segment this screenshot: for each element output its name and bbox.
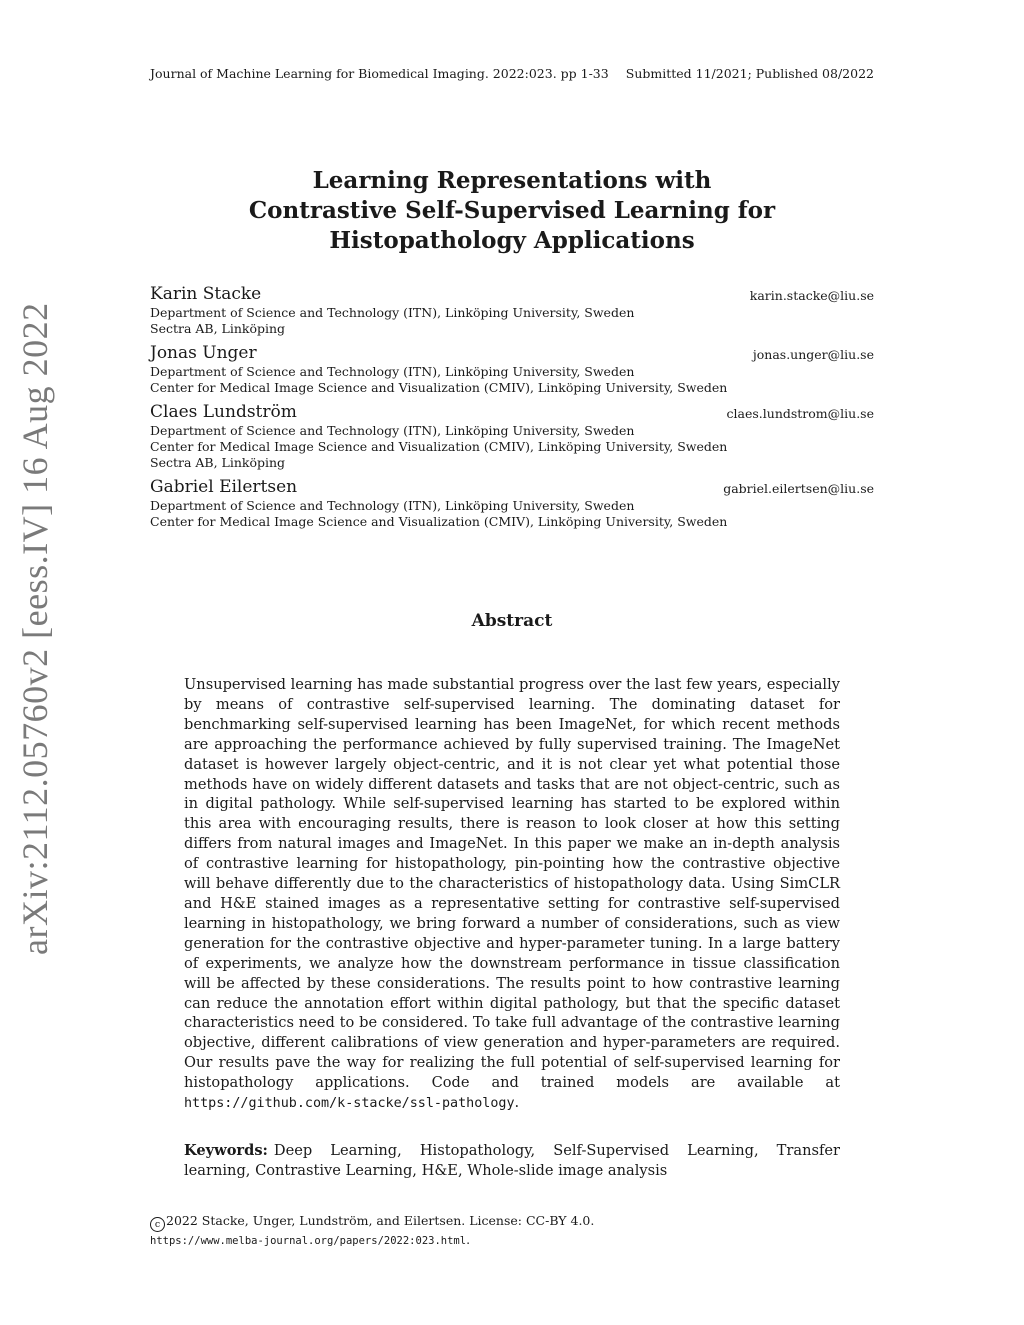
author-name: Claes Lundström xyxy=(150,402,297,422)
author-block xyxy=(150,342,874,396)
license-text: 2022 Stacke, Unger, Lundström, and Eilertsen. License: CC-BY 4.0. xyxy=(166,1213,595,1228)
title-line: Learning Representations with xyxy=(312,167,712,194)
license-line xyxy=(150,1213,594,1232)
author-affiliation: Department of Science and Technology (ITN), Linköping University, Sweden xyxy=(150,498,635,513)
author-name: Gabriel Eilertsen xyxy=(150,477,298,497)
keywords xyxy=(184,1141,840,1181)
abstract-text xyxy=(184,675,840,1114)
author-affiliation: Department of Science and Technology (ITN), Linköping University, Sweden xyxy=(150,305,635,320)
footer-url-link[interactable]: https://www.melba-journal.org/papers/2022:023.html xyxy=(150,1235,467,1247)
author-email[interactable]: claes.lundstrom@liu.se xyxy=(726,406,874,421)
abstract-heading: Abstract xyxy=(471,611,553,631)
footer-url-line xyxy=(150,1232,594,1249)
abstract-end-punctuation: . xyxy=(514,1094,520,1112)
footer-url-punctuation: . xyxy=(466,1232,471,1247)
author-email[interactable]: karin.stacke@liu.se xyxy=(749,288,874,303)
author-block xyxy=(150,476,874,530)
journal-header: Journal of Machine Learning for Biomedical Imaging. 2022:023. pp 1-33 xyxy=(150,66,609,81)
author-affiliation: Center for Medical Image Science and Visualization (CMIV), Linköping University, Sweden xyxy=(150,439,728,454)
submission-dates: Submitted 11/2021; Published 08/2022 xyxy=(625,66,874,81)
author-affiliation: Center for Medical Image Science and Visualization (CMIV), Linköping University, Sweden xyxy=(150,514,728,529)
author-affiliation: Department of Science and Technology (ITN), Linköping University, Sweden xyxy=(150,364,635,379)
author-email[interactable]: jonas.unger@liu.se xyxy=(752,347,874,362)
author-affiliation: Department of Science and Technology (ITN), Linköping University, Sweden xyxy=(150,423,635,438)
keywords-list: Deep Learning, Histopathology, Self-Supervised Learning, Transfer learning, Contrastive Learning, H&E, Whole-slide image analysis xyxy=(184,1142,840,1179)
title-line: Contrastive Self-Supervised Learning for xyxy=(248,197,776,224)
abstract-paragraph: Unsupervised learning has made substantial progress over the last few years, especially by means of contrastive self-supervised learning. The dominating dataset for benchmarking self-supervised learning has been ImageNet, for which recent methods are approaching the performance achieved by fully supervised training. The ImageNet dataset is however largely object-centric, and it is not clear yet what potential those methods have on widely different datasets and tasks that are not object-centric, such as in digital pathology. While self-supervised learning has started to be explored within this area with encouraging results, there is reason to look closer at how this setting differs from natural images and ImageNet. In this paper we make an in-depth analysis of contrastive learning for histopathology, pin-pointing how the contrastive objective will behave differently due to the characteristics of histopathology data. Using SimCLR and H&E stained images as a representative setting for contrastive self-supervised learning in histopathology, we bring forward a number of considerations, such as view generation for the contrastive objective and hyper-parameter tuning. In a large battery of experiments, we analyze how the downstream performance in tissue classification will be affected by these considerations. The results point to how contrastive learning can reduce the annotation effort within digital pathology, but that the specific dataset characteristics need to be considered. To take full advantage of the contrastive learning objective, different calibrations of view generation and hyper-parameters are required. Our results pave the way for realizing the full potential of self-supervised learning for histopathology applications. Code and trained models are available at xyxy=(184,676,840,1092)
author-name: Jonas Unger xyxy=(150,343,257,363)
footer xyxy=(150,1213,594,1249)
arxiv-identifier: arXiv:2112.05760v2 [eess.IV] 16 Aug 2022 xyxy=(15,302,55,955)
keywords-label: Keywords: xyxy=(184,1142,268,1159)
author-block xyxy=(150,283,874,337)
author-affiliation: Sectra AB, Linköping xyxy=(150,455,286,470)
copyright-icon: c xyxy=(150,1217,165,1232)
author-email[interactable]: gabriel.eilertsen@liu.se xyxy=(723,481,874,496)
paper-title xyxy=(0,166,1024,256)
author-list xyxy=(150,283,874,535)
title-line: Histopathology Applications xyxy=(329,227,695,254)
author-name: Karin Stacke xyxy=(150,284,262,304)
author-affiliation: Sectra AB, Linköping xyxy=(150,321,286,336)
code-link[interactable]: https://github.com/k-stacke/ssl-pathology xyxy=(184,1096,515,1112)
author-affiliation: Center for Medical Image Science and Visualization (CMIV), Linköping University, Sweden xyxy=(150,380,728,395)
author-block xyxy=(150,401,874,471)
